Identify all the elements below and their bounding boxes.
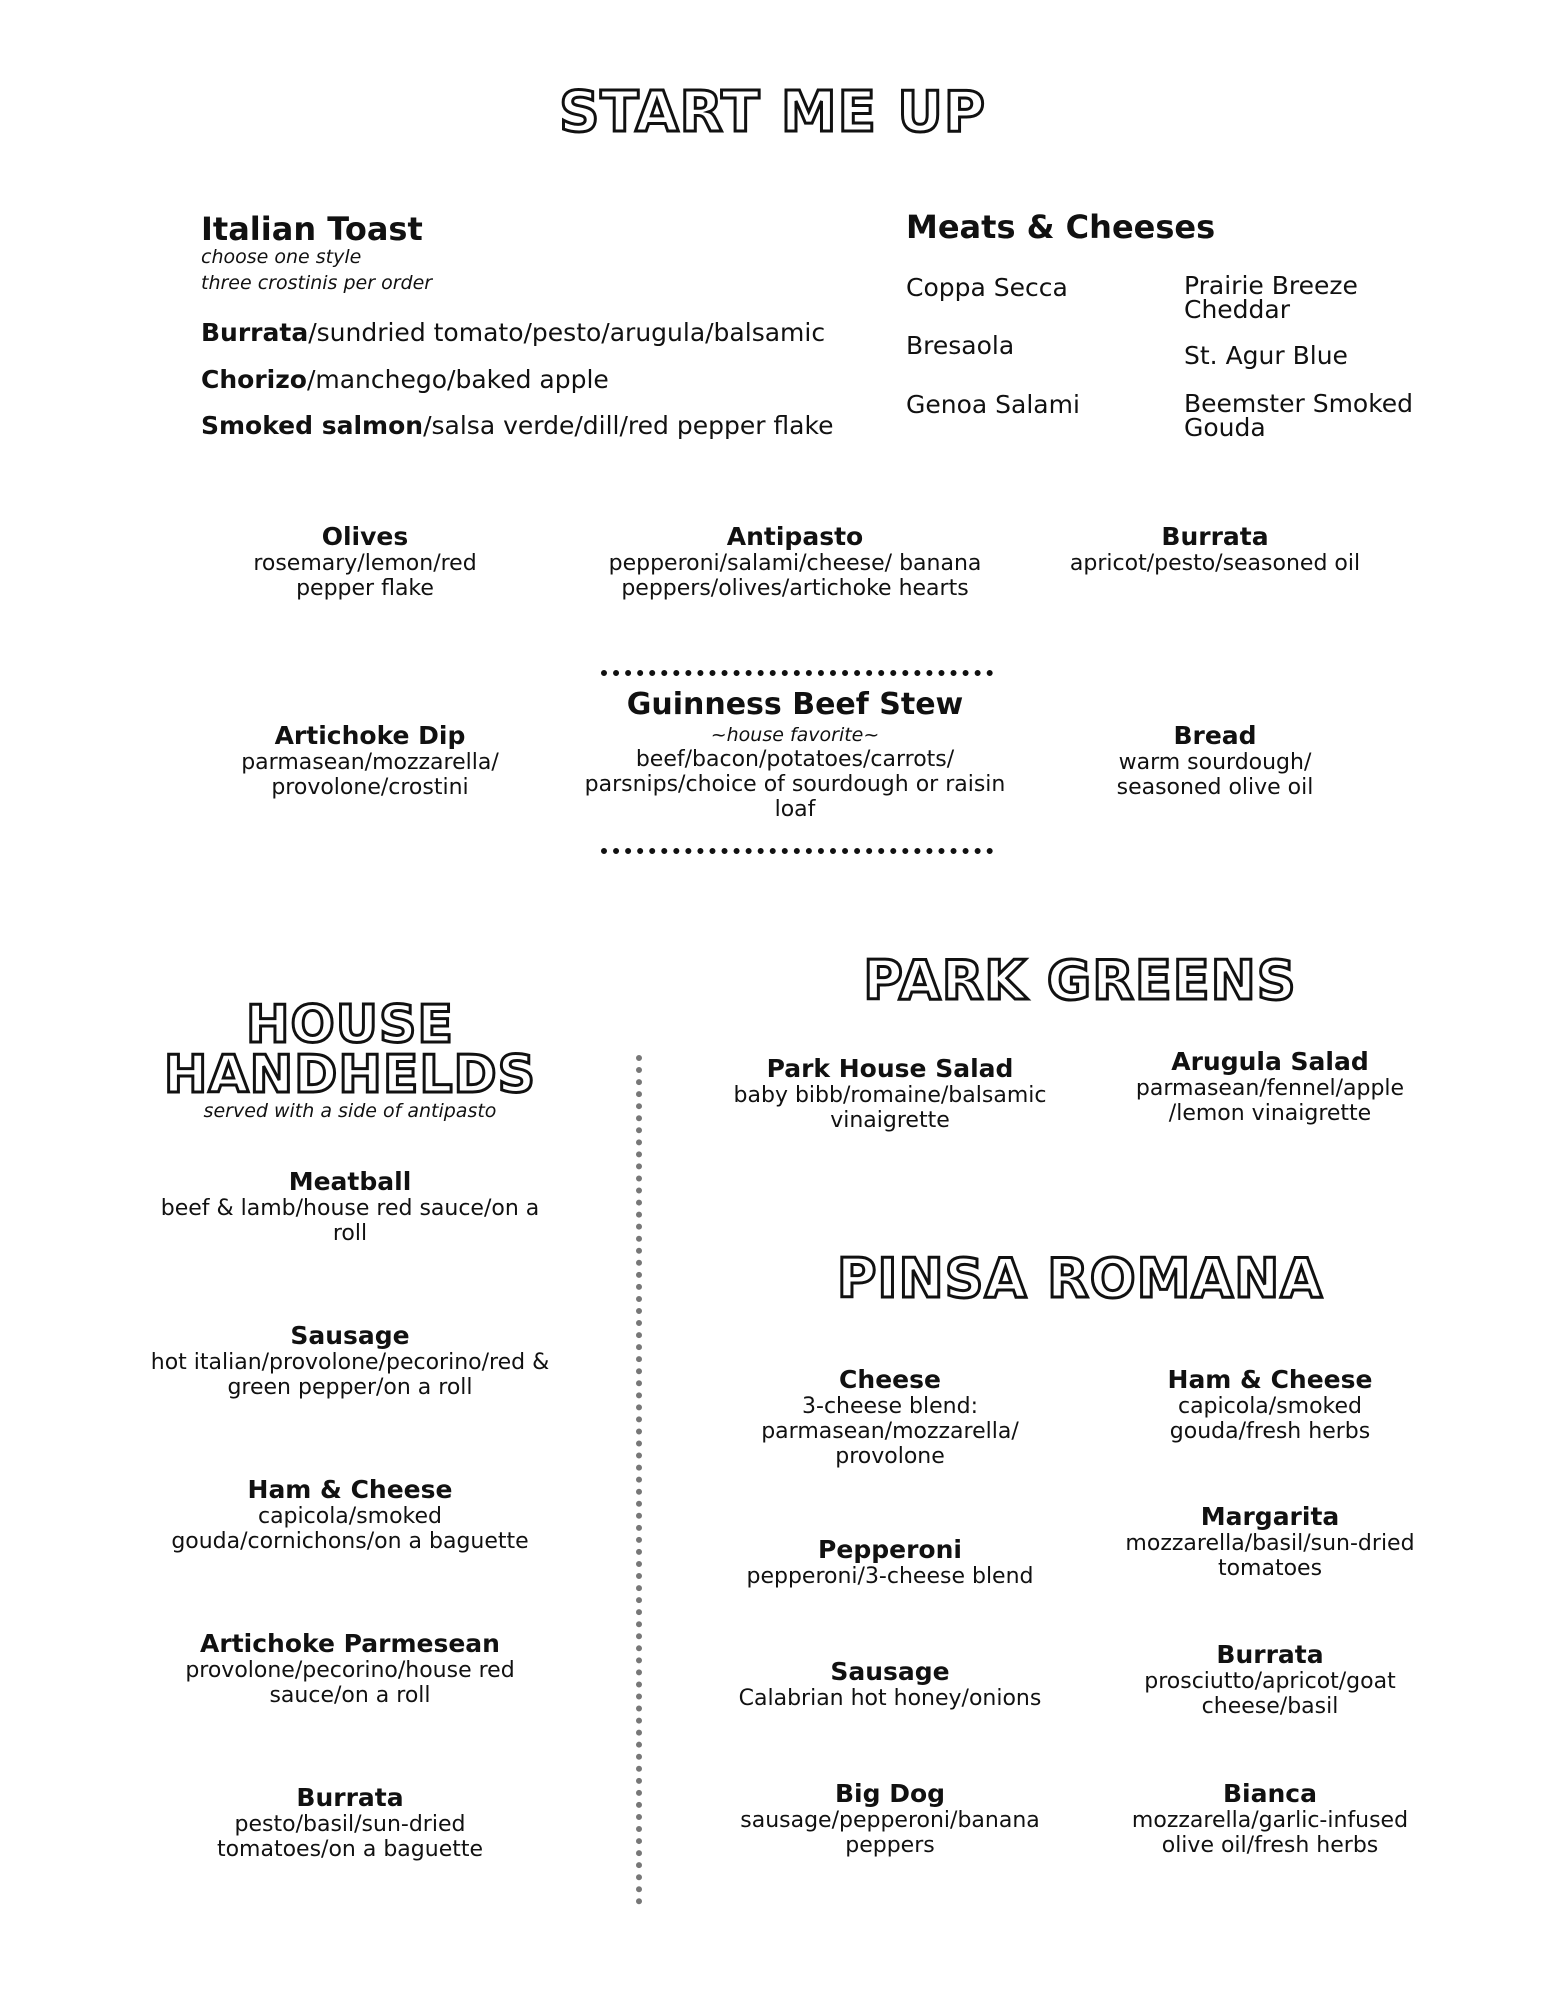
item-desc: sausage/pepperoni/banana peppers — [740, 1808, 1040, 1858]
item-desc: prosciutto/apricot/goat cheese/basil — [1144, 1669, 1396, 1719]
item-name: Bianca — [1223, 1779, 1317, 1808]
item-desc: rosemary/lemon/red pepper flake — [253, 551, 477, 601]
meat-item: Genoa Salami — [906, 390, 1080, 419]
handheld-item — [135, 1322, 565, 1400]
item-name: Guinness Beef Stew — [626, 687, 964, 722]
vertical-divider — [636, 1055, 642, 1905]
item-name: Margarita — [1200, 1502, 1340, 1531]
item-desc: provolone/pecorino/house red sauce/on a roll — [185, 1658, 515, 1708]
toast-item-desc: /manchego/baked apple — [306, 365, 609, 394]
section-title-pinsa-romana: PINSA ROMANA — [836, 1247, 1324, 1310]
item-desc: parmasean/mozzarella/ provolone/crostini — [241, 750, 499, 800]
item-desc: hot italian/provolone/pecorino/red & green pepper/on a roll — [150, 1350, 550, 1400]
item-name: Sausage — [830, 1657, 950, 1686]
dotted-divider — [601, 848, 993, 854]
cheese-item: Beemster Smoked Gouda — [1184, 389, 1414, 442]
handheld-item — [150, 1476, 550, 1554]
item-desc: beef/bacon/potatoes/carrots/ parsnips/choice of sourdough or raisin loaf — [584, 747, 1006, 822]
item-desc: warm sourdough/ seasoned olive oil — [1116, 750, 1314, 800]
meat-item: Bresaola — [906, 331, 1015, 360]
small-plate-antipasto — [600, 523, 990, 601]
cheese-item: St. Agur Blue — [1184, 341, 1348, 370]
toast-item — [201, 318, 825, 348]
dotted-divider — [601, 670, 993, 676]
salad-item — [720, 1055, 1060, 1133]
item-desc: pepperoni/salami/cheese/ banana peppers/olives/artichoke hearts — [608, 551, 982, 601]
pinsa-item — [740, 1366, 1040, 1469]
section-title-house-handhelds — [150, 995, 550, 1105]
toast-item — [201, 365, 609, 395]
small-plate-bread — [1080, 722, 1350, 800]
item-name: Ham & Cheese — [247, 1475, 453, 1504]
item-name: Park House Salad — [766, 1054, 1014, 1083]
pinsa-item — [1140, 1366, 1400, 1444]
small-plate-artichoke-dip — [220, 722, 520, 800]
handheld-item — [180, 1784, 520, 1862]
title-line: HANDHELDS — [163, 1045, 537, 1105]
italian-toast-note: three crostinis per order — [201, 272, 433, 294]
section-title-start-me-up: START ME UP — [559, 80, 986, 145]
item-desc: baby bibb/romaine/balsamic vinaigrette — [733, 1083, 1047, 1133]
house-handhelds-subtitle: served with a side of antipasto — [203, 1100, 497, 1122]
pinsa-item — [720, 1658, 1060, 1711]
item-name: Arugula Salad — [1171, 1047, 1369, 1076]
item-desc: parmasean/fennel/apple /lemon vinaigrette — [1135, 1076, 1405, 1126]
item-desc: mozzarella/garlic-infused olive oil/fresh herbs — [1131, 1808, 1409, 1858]
item-name: Antipasto — [726, 522, 864, 551]
featured-beef-stew — [580, 687, 1010, 822]
item-desc: Calabrian hot honey/onions — [738, 1686, 1042, 1711]
item-name: Burrata — [296, 1783, 404, 1812]
item-name: Artichoke Dip — [274, 721, 466, 750]
pinsa-item — [720, 1536, 1060, 1589]
pinsa-item — [720, 1780, 1060, 1858]
toast-item-desc: /salsa verde/dill/red pepper flake — [423, 411, 834, 440]
item-name: Pepperoni — [818, 1535, 962, 1564]
item-name: Artichoke Parmesean — [200, 1629, 500, 1658]
meat-item: Coppa Secca — [906, 273, 1068, 302]
item-note: ~house favorite~ — [710, 724, 880, 746]
title-line: HOUSE — [246, 995, 454, 1055]
item-desc: pesto/basil/sun-dried tomatoes/on a baguette — [216, 1812, 484, 1862]
item-desc: pepperoni/3-cheese blend — [746, 1564, 1034, 1589]
item-desc: apricot/pesto/seasoned oil — [1069, 551, 1361, 576]
toast-item-name: Chorizo — [201, 365, 307, 394]
item-desc: 3-cheese blend: parmasean/mozzarella/ provolone — [761, 1394, 1019, 1469]
item-desc: capicola/smoked gouda/cornichons/on a baguette — [171, 1504, 529, 1554]
item-name: Meatball — [288, 1167, 412, 1196]
item-desc: mozzarella/basil/sun-dried tomatoes — [1125, 1531, 1415, 1581]
item-desc: capicola/smoked gouda/fresh herbs — [1169, 1394, 1371, 1444]
item-desc: beef & lamb/house red sauce/on a roll — [160, 1196, 540, 1246]
item-name: Olives — [321, 522, 409, 551]
cheese-item: Prairie Breeze Cheddar — [1184, 271, 1358, 324]
toast-item — [201, 411, 833, 441]
item-name: Big Dog — [834, 1779, 946, 1808]
section-title-park-greens: PARK GREENS — [863, 949, 1297, 1012]
handheld-item — [150, 1630, 550, 1708]
small-plate-olives — [220, 523, 510, 601]
item-name: Ham & Cheese — [1167, 1365, 1373, 1394]
toast-item-name: Smoked salmon — [201, 411, 424, 440]
italian-toast-heading: Italian Toast — [201, 210, 423, 248]
item-name: Cheese — [839, 1365, 941, 1394]
item-name: Sausage — [290, 1321, 410, 1350]
toast-item-name: Burrata — [201, 318, 309, 347]
italian-toast-note: choose one style — [201, 246, 362, 268]
handheld-item — [150, 1168, 550, 1246]
toast-item-desc: /sundried tomato/pesto/arugula/balsamic — [308, 318, 826, 347]
salad-item — [1115, 1048, 1425, 1126]
pinsa-item — [1130, 1641, 1410, 1719]
small-plate-burrata — [1045, 523, 1385, 576]
meats-cheeses-heading: Meats & Cheeses — [906, 208, 1216, 246]
pinsa-item — [1110, 1780, 1430, 1858]
item-name: Burrata — [1161, 522, 1269, 551]
item-name: Bread — [1173, 721, 1257, 750]
item-name: Burrata — [1216, 1640, 1324, 1669]
pinsa-item — [1100, 1503, 1440, 1581]
